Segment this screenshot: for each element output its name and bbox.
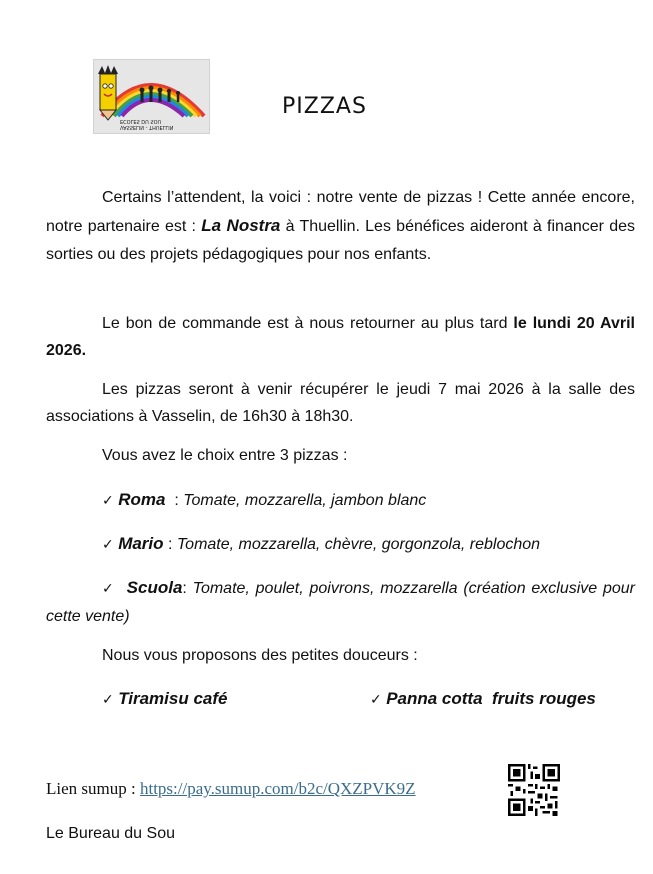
pizza-desc: Tomate, poulet, poivrons, mozzarella (création exclusive pour cette vente) bbox=[46, 580, 635, 625]
pizza-desc: Tomate, mozzarella, jambon blanc bbox=[183, 492, 427, 509]
pizza-desc: Tomate, mozzarella, chèvre, gorgonzola, reblochon bbox=[176, 536, 541, 553]
pizza-item-roma bbox=[102, 490, 426, 510]
pizza-name: Scuola bbox=[126, 578, 183, 597]
order-text: Le bon de commande est à nous retourner au plus tard bbox=[102, 315, 514, 332]
intro-text-2: à Thuellin. Les bénéfices aideront à financer des sorties ou des projets pédagogiques pour nos enfants. bbox=[46, 218, 635, 263]
payment-line bbox=[46, 779, 416, 799]
signature: Le Bureau du Sou bbox=[46, 825, 175, 842]
page-title: PIZZAS bbox=[282, 94, 367, 119]
pizza-item-mario bbox=[102, 534, 540, 554]
dessert-name: Panna cotta fruits rouges bbox=[386, 689, 596, 708]
pizza-name: Mario bbox=[118, 534, 164, 553]
check-icon: ✓ bbox=[102, 692, 114, 708]
intro-text-1: Certains l’attendent, la voici : notre vente de pizzas ! Cette année encore, notre partenaire est : bbox=[46, 189, 635, 235]
dessert-item-tiramisu bbox=[102, 689, 227, 709]
rainbow-pencil-logo-icon bbox=[94, 60, 209, 133]
check-icon: ✓ bbox=[102, 581, 116, 597]
pizza-name: Roma bbox=[118, 490, 166, 509]
intro-paragraph bbox=[46, 184, 635, 269]
dessert-name: Tiramisu café bbox=[118, 689, 228, 708]
check-icon: ✓ bbox=[102, 493, 114, 509]
pizza-sep: : bbox=[163, 536, 177, 553]
school-logo bbox=[93, 59, 210, 134]
choice-intro: Vous avez le choix entre 3 pizzas : bbox=[102, 447, 348, 464]
pizza-sep: : bbox=[182, 580, 193, 597]
partner-name: La Nostra bbox=[201, 216, 281, 235]
pickup-paragraph: Les pizzas seront à venir récupérer le jeudi 7 mai 2026 à la salle des associations à Vasselin, de 16h30 à 18h30. bbox=[46, 381, 635, 425]
logo-text-1: ECOLES DU SOU bbox=[120, 118, 162, 124]
pizza-sep: : bbox=[165, 492, 184, 509]
qr-code-icon[interactable] bbox=[508, 764, 560, 816]
dessert-item-panna-cotta bbox=[370, 689, 596, 709]
check-icon: ✓ bbox=[370, 692, 382, 708]
payment-label: Lien sumup : bbox=[46, 779, 140, 798]
logo-text-2: VASSELIN - THUELLIN bbox=[120, 124, 174, 130]
sumup-link[interactable]: https://pay.sumup.com/b2c/QXZPVK9Z bbox=[139, 779, 416, 798]
desserts-intro: Nous vous proposons des petites douceurs : bbox=[102, 647, 418, 664]
order-paragraph bbox=[46, 310, 635, 364]
check-icon: ✓ bbox=[102, 537, 114, 553]
pizza-item-scuola bbox=[46, 574, 635, 630]
order-deadline: le lundi 20 Avril 2026. bbox=[46, 315, 635, 359]
